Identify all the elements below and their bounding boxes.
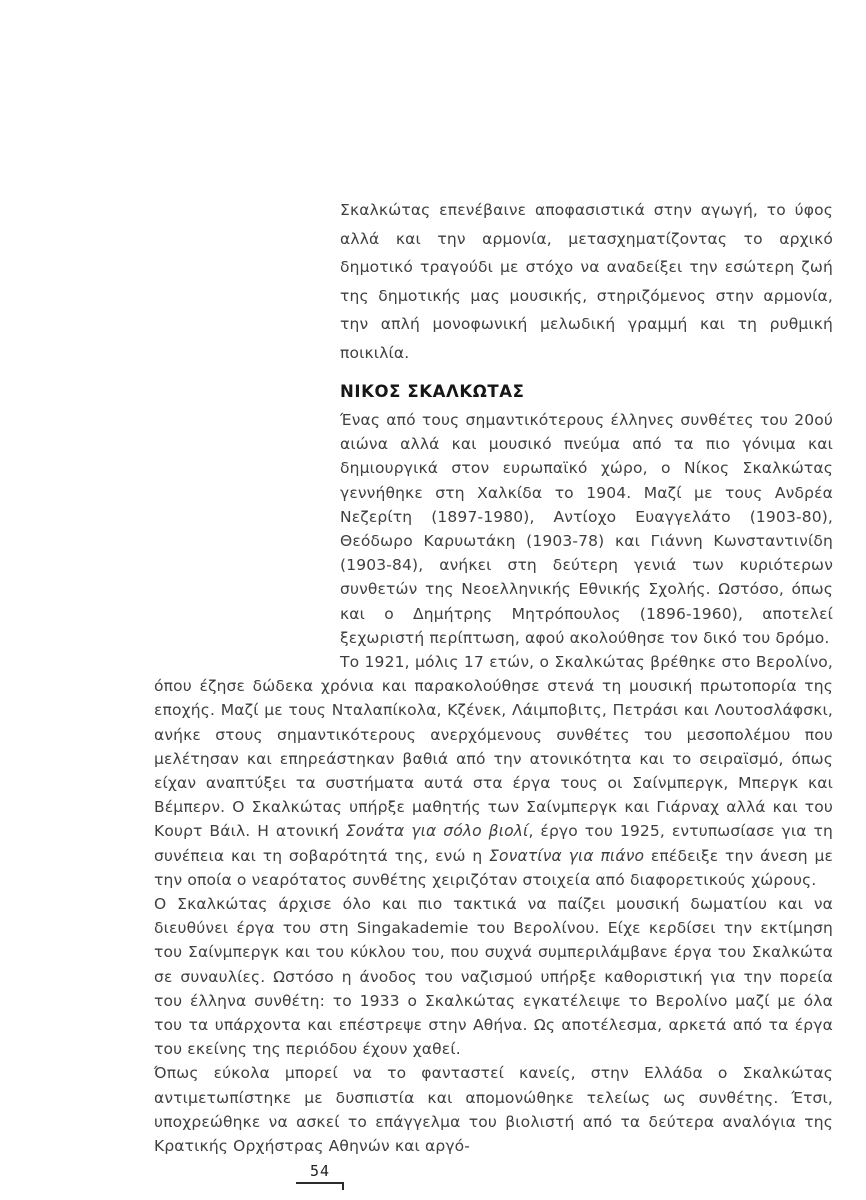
- text-segment: Ένας από τους σημαντικότερους έλληνες συνθέτες του 20ού αιώνα αλλά και μουσικό πνεύμα από τα πιο γόνιμα και δημιουργικά στον ευρωπαϊκό χώρο, ο Νίκος Σκαλκώτας γεννήθηκε στη Χαλκίδα το 1904. Μαζί με τους Ανδρέα Νεζερίτη (1897-1980), Αντίοχο Ευαγγελάτο (1903-80), Θεόδωρο Καρυωτάκη (1903-78) και Γιάννη Κωνσταντινίδη (1903-84), ανήκει στη δεύτερη γενιά των κυριότερων συνθετών της Νεοελληνικής Εθνικής Σχολής. Ωστόσο, όπως και ο Δημήτρης Μητρόπουλος (1896-1960), αποτελεί ξεχωριστή περίπτωση, αφού ακολούθησε τον δικό του δρόμο.: [340, 411, 833, 647]
- body-paragraph: [154, 650, 833, 892]
- work-title-italic: Σονάτα για σόλο βιολί: [345, 822, 529, 841]
- text-segment: επέδειξε την άνεση με την οποία ο νεαρότατος συνθέτης χειριζόταν στοιχεία από διαφορετικούς χώρους.: [154, 846, 834, 889]
- text-segment: , έργο του 1925, εντυπωσίασε για τη συνέπεια και τη σοβαρότητά της, ενώ η: [154, 822, 833, 865]
- page-number: 54: [309, 1162, 331, 1180]
- body-paragraph: [154, 1061, 833, 1158]
- work-title-italic: Σονατίνα για πιάνο: [489, 846, 645, 865]
- text-segment: Όπως εύκολα μπορεί να το φανταστεί κανείς, στην Ελλάδα ο Σκαλκώτας αντιμετωπίστηκε με δυσπιστία και απομονώθηκε τελείως ως συνθέτης. Έτσι, υποχρεώθηκε να ασκεί το επάγγελμα του βιολιστή από τα δεύτερα αναλόγια της Κρατικής Ορχήστρας Αθηνών και αργό-: [154, 1064, 833, 1156]
- text-segment: Το 1921, μόλις 17 ετών, ο Σκαλκώτας βρέθηκε στο Βερολίνο, όπου έζησε δώδεκα χρόνια και παρακολούθησε στενά τη μουσική πρωτοπορία της εποχής. Μαζί με τους Νταλαπίκολα, Κζένεκ, Λάιμποβιτς, Πετράσι και Λουτοσλάφσκι, ανήκε στους σημαντικότερους ανερχόμενους συνθέτες του μεσοπολέμου που μελέτησαν και επηρεάστηκαν βαθιά από την ατονικότητα και το σειραϊσμό, όπως είχαν αναπτύξει τα συστήματα αυτά στα έργα τους οι Σαίνμπεργκ, Μπεργκ και Βέμπερν. Ο Σκαλκώτας υπήρξε μαθητής των Σαίνμπεργκ και Γιάρναχ αλλά και του Κουρτ Βάιλ. Η ατονική: [154, 653, 833, 841]
- text-segment: Ο Σκαλκώτας άρχισε όλο και πιο τακτικά να παίζει μουσική δωματίου και να διευθύνει έργα του στη Singakademie του Βερολίνου. Είχε κερδίσει την εκτίμηση του Σαίνμπεργκ και του κύκλου του, που συχνά συμπεριλάμβανε έργα του Σκαλκώτα σε συναυλίες. Ωστόσο η άνοδος του ναζισμού υπήρξε καθοριστική για την πορεία του έλληνα συνθέτη: το 1933 ο Σκαλκώτας εγκατέλειψε το Βερολίνο μαζί με όλα του τα υπάρχοντα και επέστρεψε στην Αθήνα. Ως αποτέλεσμα, αρκετά από τα έργα του εκείνης της περιόδου έχουν χαθεί.: [154, 895, 833, 1059]
- page-footer: [296, 1162, 344, 1190]
- footer-rule: [296, 1182, 344, 1190]
- body-paragraph: [154, 892, 833, 1061]
- section-heading: ΝΙΚΟΣ ΣΚΑΛΚΩΤΑΣ: [340, 382, 525, 401]
- text-wrap-spacer: [154, 196, 340, 668]
- page-text-block: [154, 196, 833, 1158]
- intro-paragraph: Σκαλκώτας επενέβαινε αποφασιστικά στην αγωγή, το ύφος αλλά και την αρμονία, μετασχηματίζοντας το αρχικό δημοτικό τραγούδι με στόχο να αναδείξει την εσώτερη ζωή της δημοτικής μας μουσικής, στηριζόμενος στην αρμονία, την απλή μονοφωνική μελωδική γραμμή και τη ρυθμική ποικιλία.: [340, 201, 833, 362]
